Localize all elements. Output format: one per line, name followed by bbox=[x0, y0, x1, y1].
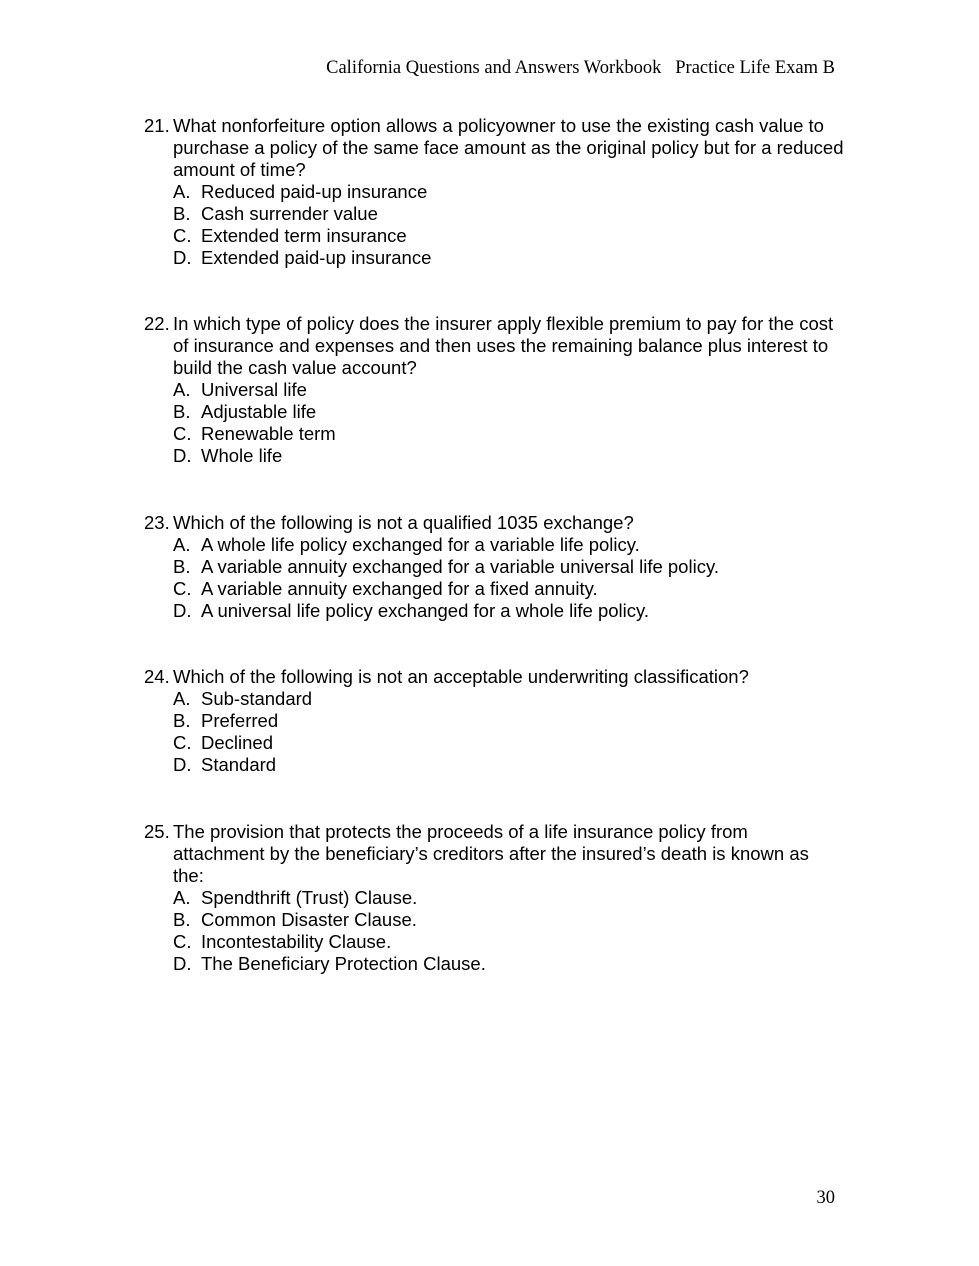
answer-option-b: B. Adjustable life bbox=[173, 401, 317, 422]
question-number: 24. bbox=[144, 666, 170, 687]
question-24 bbox=[144, 666, 844, 776]
question-text: What nonforfeiture option allows a policyowner to use the existing cash value to purchase a policy of the same face amount as the original policy but for a reduced amount of time? bbox=[173, 115, 844, 180]
question-text: Which of the following is not a qualified 1035 exchange? bbox=[173, 512, 634, 533]
answer-option-a: A. A whole life policy exchanged for a variable life policy. bbox=[173, 534, 640, 555]
answer-option-c: C. Renewable term bbox=[173, 423, 336, 444]
question-number: 21. bbox=[144, 115, 170, 136]
page-number: 30 bbox=[816, 1188, 835, 1208]
answer-option-c: C. Incontestability Clause. bbox=[173, 931, 392, 952]
answer-options bbox=[144, 688, 844, 776]
answer-option-a: A. Universal life bbox=[173, 379, 307, 400]
question-21 bbox=[144, 115, 844, 269]
answer-option-d: D. Whole life bbox=[173, 445, 283, 466]
question-number: 22. bbox=[144, 313, 170, 334]
answer-options bbox=[144, 379, 844, 467]
answer-option-d: D. The Beneficiary Protection Clause. bbox=[173, 953, 486, 974]
answer-option-c: C. Declined bbox=[173, 732, 273, 753]
answer-option-a: A. Reduced paid-up insurance bbox=[173, 181, 428, 202]
answer-option-a: A. Sub-standard bbox=[173, 688, 313, 709]
answer-options bbox=[144, 534, 844, 622]
answer-option-a: A. Spendthrift (Trust) Clause. bbox=[173, 887, 418, 908]
answer-options bbox=[144, 181, 844, 269]
question-23 bbox=[144, 512, 844, 622]
question-number: 23. bbox=[144, 512, 170, 533]
answer-option-d: D. A universal life policy exchanged for a whole life policy. bbox=[173, 600, 650, 621]
answer-option-b: B. Cash surrender value bbox=[173, 203, 378, 224]
answer-option-c: C. Extended term insurance bbox=[173, 225, 407, 246]
question-number: 25. bbox=[144, 821, 170, 842]
answer-option-b: B. Preferred bbox=[173, 710, 279, 731]
answer-option-b: B. Common Disaster Clause. bbox=[173, 909, 417, 930]
answer-options bbox=[144, 887, 844, 975]
page-header: California Questions and Answers Workbook Practice Life Exam B bbox=[326, 58, 835, 78]
question-text: The provision that protects the proceeds of a life insurance policy from attachment by the beneficiary’s creditors after the insured’s death is known as the: bbox=[173, 821, 809, 886]
answer-option-d: D. Standard bbox=[173, 754, 277, 775]
question-25 bbox=[144, 821, 844, 975]
question-22 bbox=[144, 313, 844, 467]
question-text: Which of the following is not an acceptable underwriting classification? bbox=[173, 666, 749, 687]
answer-option-c: C. A variable annuity exchanged for a fixed annuity. bbox=[173, 578, 598, 599]
answer-option-b: B. A variable annuity exchanged for a variable universal life policy. bbox=[173, 556, 719, 577]
question-text: In which type of policy does the insurer apply flexible premium to pay for the cost of insurance and expenses and then uses the remaining balance plus interest to build the cash value account? bbox=[173, 313, 834, 378]
answer-option-d: D. Extended paid-up insurance bbox=[173, 247, 432, 268]
